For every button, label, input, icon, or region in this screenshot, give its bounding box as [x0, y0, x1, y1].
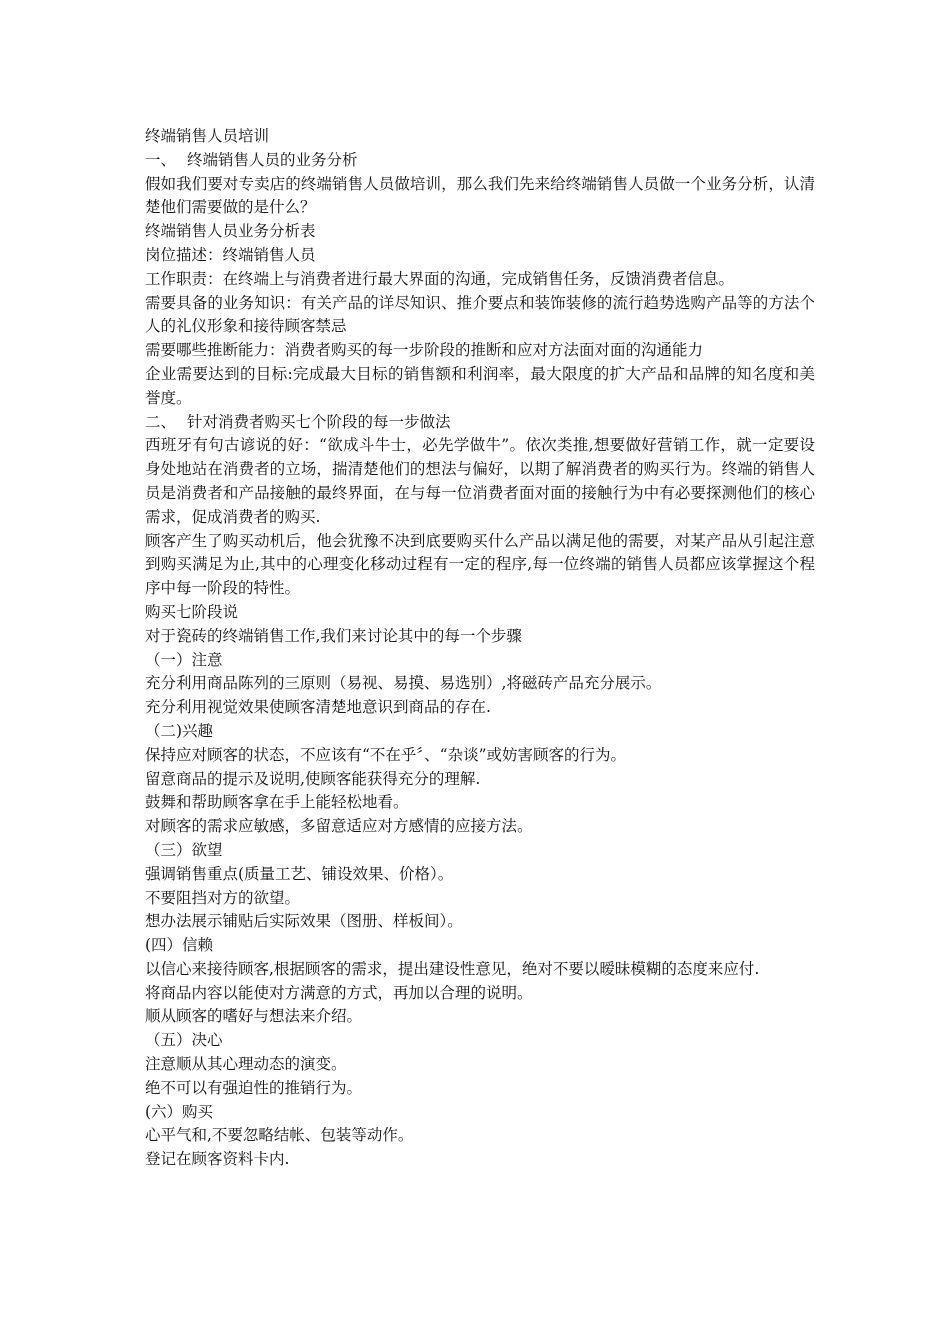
stage-item: 保持应对顾客的状态，不应该有“不在乎〞、“杂谈”或妨害顾客的行为。	[145, 745, 627, 764]
stage-heading: (六）购买	[145, 1102, 214, 1121]
stage-item: 不要阻挡对方的欲望。	[145, 888, 301, 907]
section-title-1: 终端销售人员的业务分析	[187, 150, 358, 169]
stage-heading: （三）欲望	[145, 840, 223, 859]
stage-heading: （一）注意	[145, 650, 223, 669]
intro-paragraph: 假如我们要对专卖店的终端销售人员做培训，那么我们先来给终端销售人员做一个业务分析，认清楚他们需要做的是什么？	[145, 174, 815, 217]
stage-item: 注意顺从其心理动态的演变。	[145, 1055, 347, 1074]
stage-item: 心平气和,不要忽略结帐、包装等动作。	[145, 1126, 414, 1145]
stage-item: 以信心来接待顾客,根据顾客的需求，提出建设性意见，绝对不要以暧昧模糊的态度来应付.	[145, 959, 760, 978]
seven-stages-intro: 对于瓷砖的终端销售工作,我们来讨论其中的每一个步骤	[145, 626, 522, 645]
stage-item: 登记在顾客资料卡内.	[145, 1150, 290, 1169]
section-number-2: 二、	[145, 412, 177, 431]
stage-item: 对顾客的需求应敏感，多留意适应对方感情的应接方法。	[145, 817, 533, 836]
document-page	[145, 125, 815, 1172]
document-title: 终端销售人员培训	[145, 127, 270, 145]
section-title-2: 针对消费者购买七个阶段的每一步做法	[187, 412, 451, 431]
required-ability: 需要哪些推断能力：消费者购买的每一步阶段的推断和应对方法面对面的沟通能力	[145, 341, 704, 360]
stage-heading: (四）信赖	[145, 936, 214, 955]
stage-item: 充分利用视觉效果使顾客清楚地意识到商品的存在.	[145, 698, 491, 717]
section-heading-2	[145, 411, 815, 435]
section-number-1: 一、	[145, 150, 177, 169]
stage-item: 想办法展示铺贴后实际效果（图册、样板间）。	[145, 912, 463, 931]
job-duty: 工作职责：在终端上与消费者进行最大界面的沟通，完成销售任务，反馈消费者信息。	[145, 269, 735, 288]
stage-heading: （五）决心	[145, 1031, 223, 1050]
enterprise-goal: 企业需要达到的目标:完成最大目标的销售额和利润率，最大限度的扩大产品和品牌的知名度和美誉度。	[145, 364, 815, 407]
stage-item: 鼓舞和帮助顾客拿在手上能轻松地看。	[145, 793, 409, 812]
spain-proverb-paragraph: 西班牙有句古谚说的好：“欲成斗牛士，必先学做牛”。依次类推,想要做好营销工作，就一定要设身处地站在消费者的立场，揣清楚他们的想法与偏好，以期了解消费者的购买行为。终端的销售人员是消费者和产品接触的最终界面，在与每一位消费者面对面的接触行为中有必要探测他们的核心需求，促成消费者的购买.	[145, 436, 815, 526]
stage-item: 顺从顾客的嗜好与想法来介绍。	[145, 1007, 363, 1026]
purchase-motive-paragraph: 顾客产生了购买动机后，他会犹豫不决到底要购买什么产品以满足他的需要，对某产品从引起注意到购买满足为止,其中的心理变化移动过程有一定的程序,每一位终端的销售人员都应该掌握这个程序中每一阶段的特性。	[145, 531, 815, 598]
job-description: 岗位描述：终端销售人员	[145, 245, 316, 264]
stage-item: 留意商品的提示及说明,使顾客能获得充分的理解.	[145, 769, 481, 788]
stage-item: 强调销售重点(质量工艺、铺设效果、价格）。	[145, 864, 454, 883]
required-knowledge: 需要具备的业务知识：有关产品的详尽知识、推介要点和装饰装修的流行趋势选购产品等的方法个人的礼仪形象和接待顾客禁忌	[145, 293, 815, 336]
stage-heading: （二)兴趣	[145, 721, 214, 740]
stage-item: 绝不可以有强迫性的推销行为。	[145, 1078, 363, 1097]
stage-item: 将商品内容以能使对方满意的方式，再加以合理的说明。	[145, 983, 533, 1002]
seven-stages-title: 购买七阶段说	[145, 602, 239, 621]
section-heading-1	[145, 149, 815, 173]
stage-item: 充分利用商品陈列的三原则（易视、易摸、易选别）,将磁砖产品充分展示。	[145, 674, 662, 693]
analysis-table-title: 终端销售人员业务分析表	[145, 222, 316, 241]
